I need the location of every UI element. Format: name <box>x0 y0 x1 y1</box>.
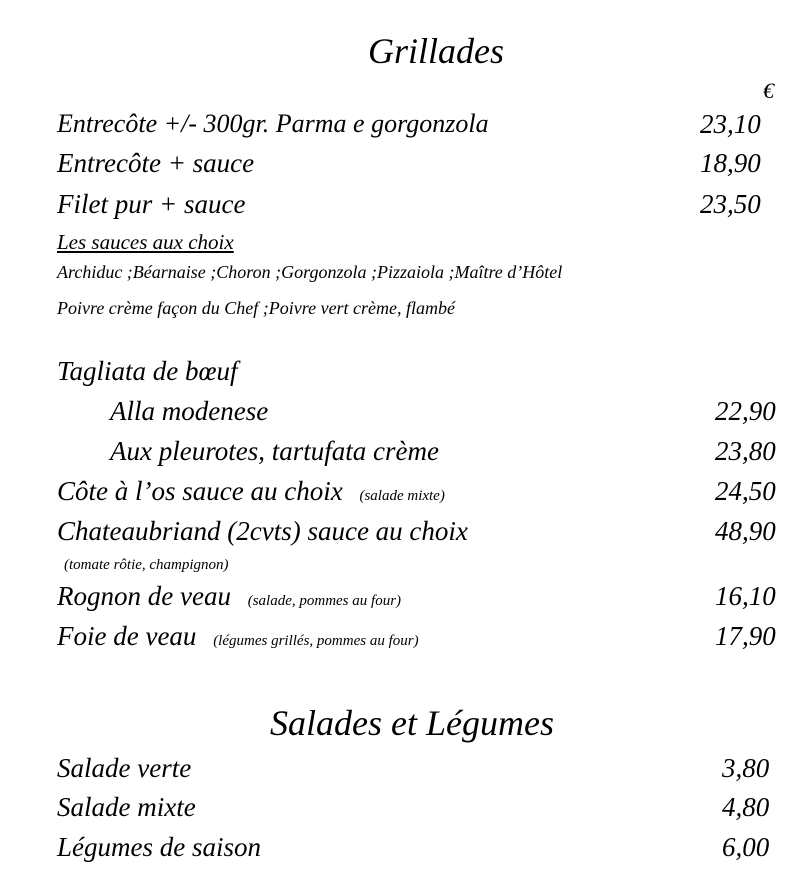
menu-item-price: 48,90 <box>715 516 776 546</box>
menu-item-name: Filet pur + sauce <box>57 189 246 219</box>
menu-item-name: Entrecôte +/- 300gr. Parma e gorgonzola <box>57 109 489 138</box>
menu-item-name <box>57 476 445 507</box>
sauces-list-line: Poivre crème façon du Chef ;Poivre vert crème, flambé <box>57 298 456 318</box>
menu-item-name <box>57 581 401 612</box>
menu-item-price: 18,90 <box>700 148 761 178</box>
item-note: (salade, pommes au four) <box>247 593 402 609</box>
menu-item-name: Entrecôte + sauce <box>57 148 255 178</box>
menu-item-price: 23,80 <box>715 436 776 466</box>
item-note: (salade mixte) <box>359 488 445 504</box>
currency-symbol: € <box>763 78 774 103</box>
item-title: Rognon de veau <box>57 581 231 611</box>
menu-item-price: 23,50 <box>700 189 761 219</box>
menu-item-name: Légumes de saison <box>57 832 261 862</box>
menu-item-name: Salade verte <box>57 753 192 783</box>
sauces-heading: Les sauces aux choix <box>57 230 234 254</box>
menu-item-name: Aux pleurotes, tartufata crème <box>110 436 439 466</box>
menu-group-title-tagliata: Tagliata de bœuf <box>57 356 238 386</box>
menu-item-price: 3,80 <box>722 753 770 783</box>
item-title: Foie de veau <box>57 621 197 651</box>
sauces-list-line: Archiduc ;Béarnaise ;Choron ;Gorgonzola ;Pizzaiola ;Maître d’Hôtel <box>57 262 563 282</box>
section-title-grillades: Grillades <box>368 31 505 71</box>
menu-item-name: Chateaubriand (2cvts) sauce au choix <box>57 516 468 546</box>
menu-item-name: Alla modenese <box>110 396 269 426</box>
menu-item-price: 24,50 <box>715 476 776 506</box>
menu-item-price: 23,10 <box>700 109 761 139</box>
menu-item-price: 4,80 <box>722 792 770 822</box>
menu-item-price: 17,90 <box>715 621 776 651</box>
menu-item-name <box>57 621 419 652</box>
item-note: (légumes grillés, pommes au four) <box>213 633 419 649</box>
menu-item-price: 6,00 <box>722 832 770 862</box>
menu-item-price: 16,10 <box>715 581 776 611</box>
menu-item-name: Salade mixte <box>57 792 196 822</box>
item-title: Côte à l’os sauce au choix <box>57 476 343 506</box>
menu-item-price: 22,90 <box>715 396 776 426</box>
section-title-salades: Salades et Légumes <box>270 703 554 743</box>
item-note: (tomate rôtie, champignon) <box>64 557 229 573</box>
